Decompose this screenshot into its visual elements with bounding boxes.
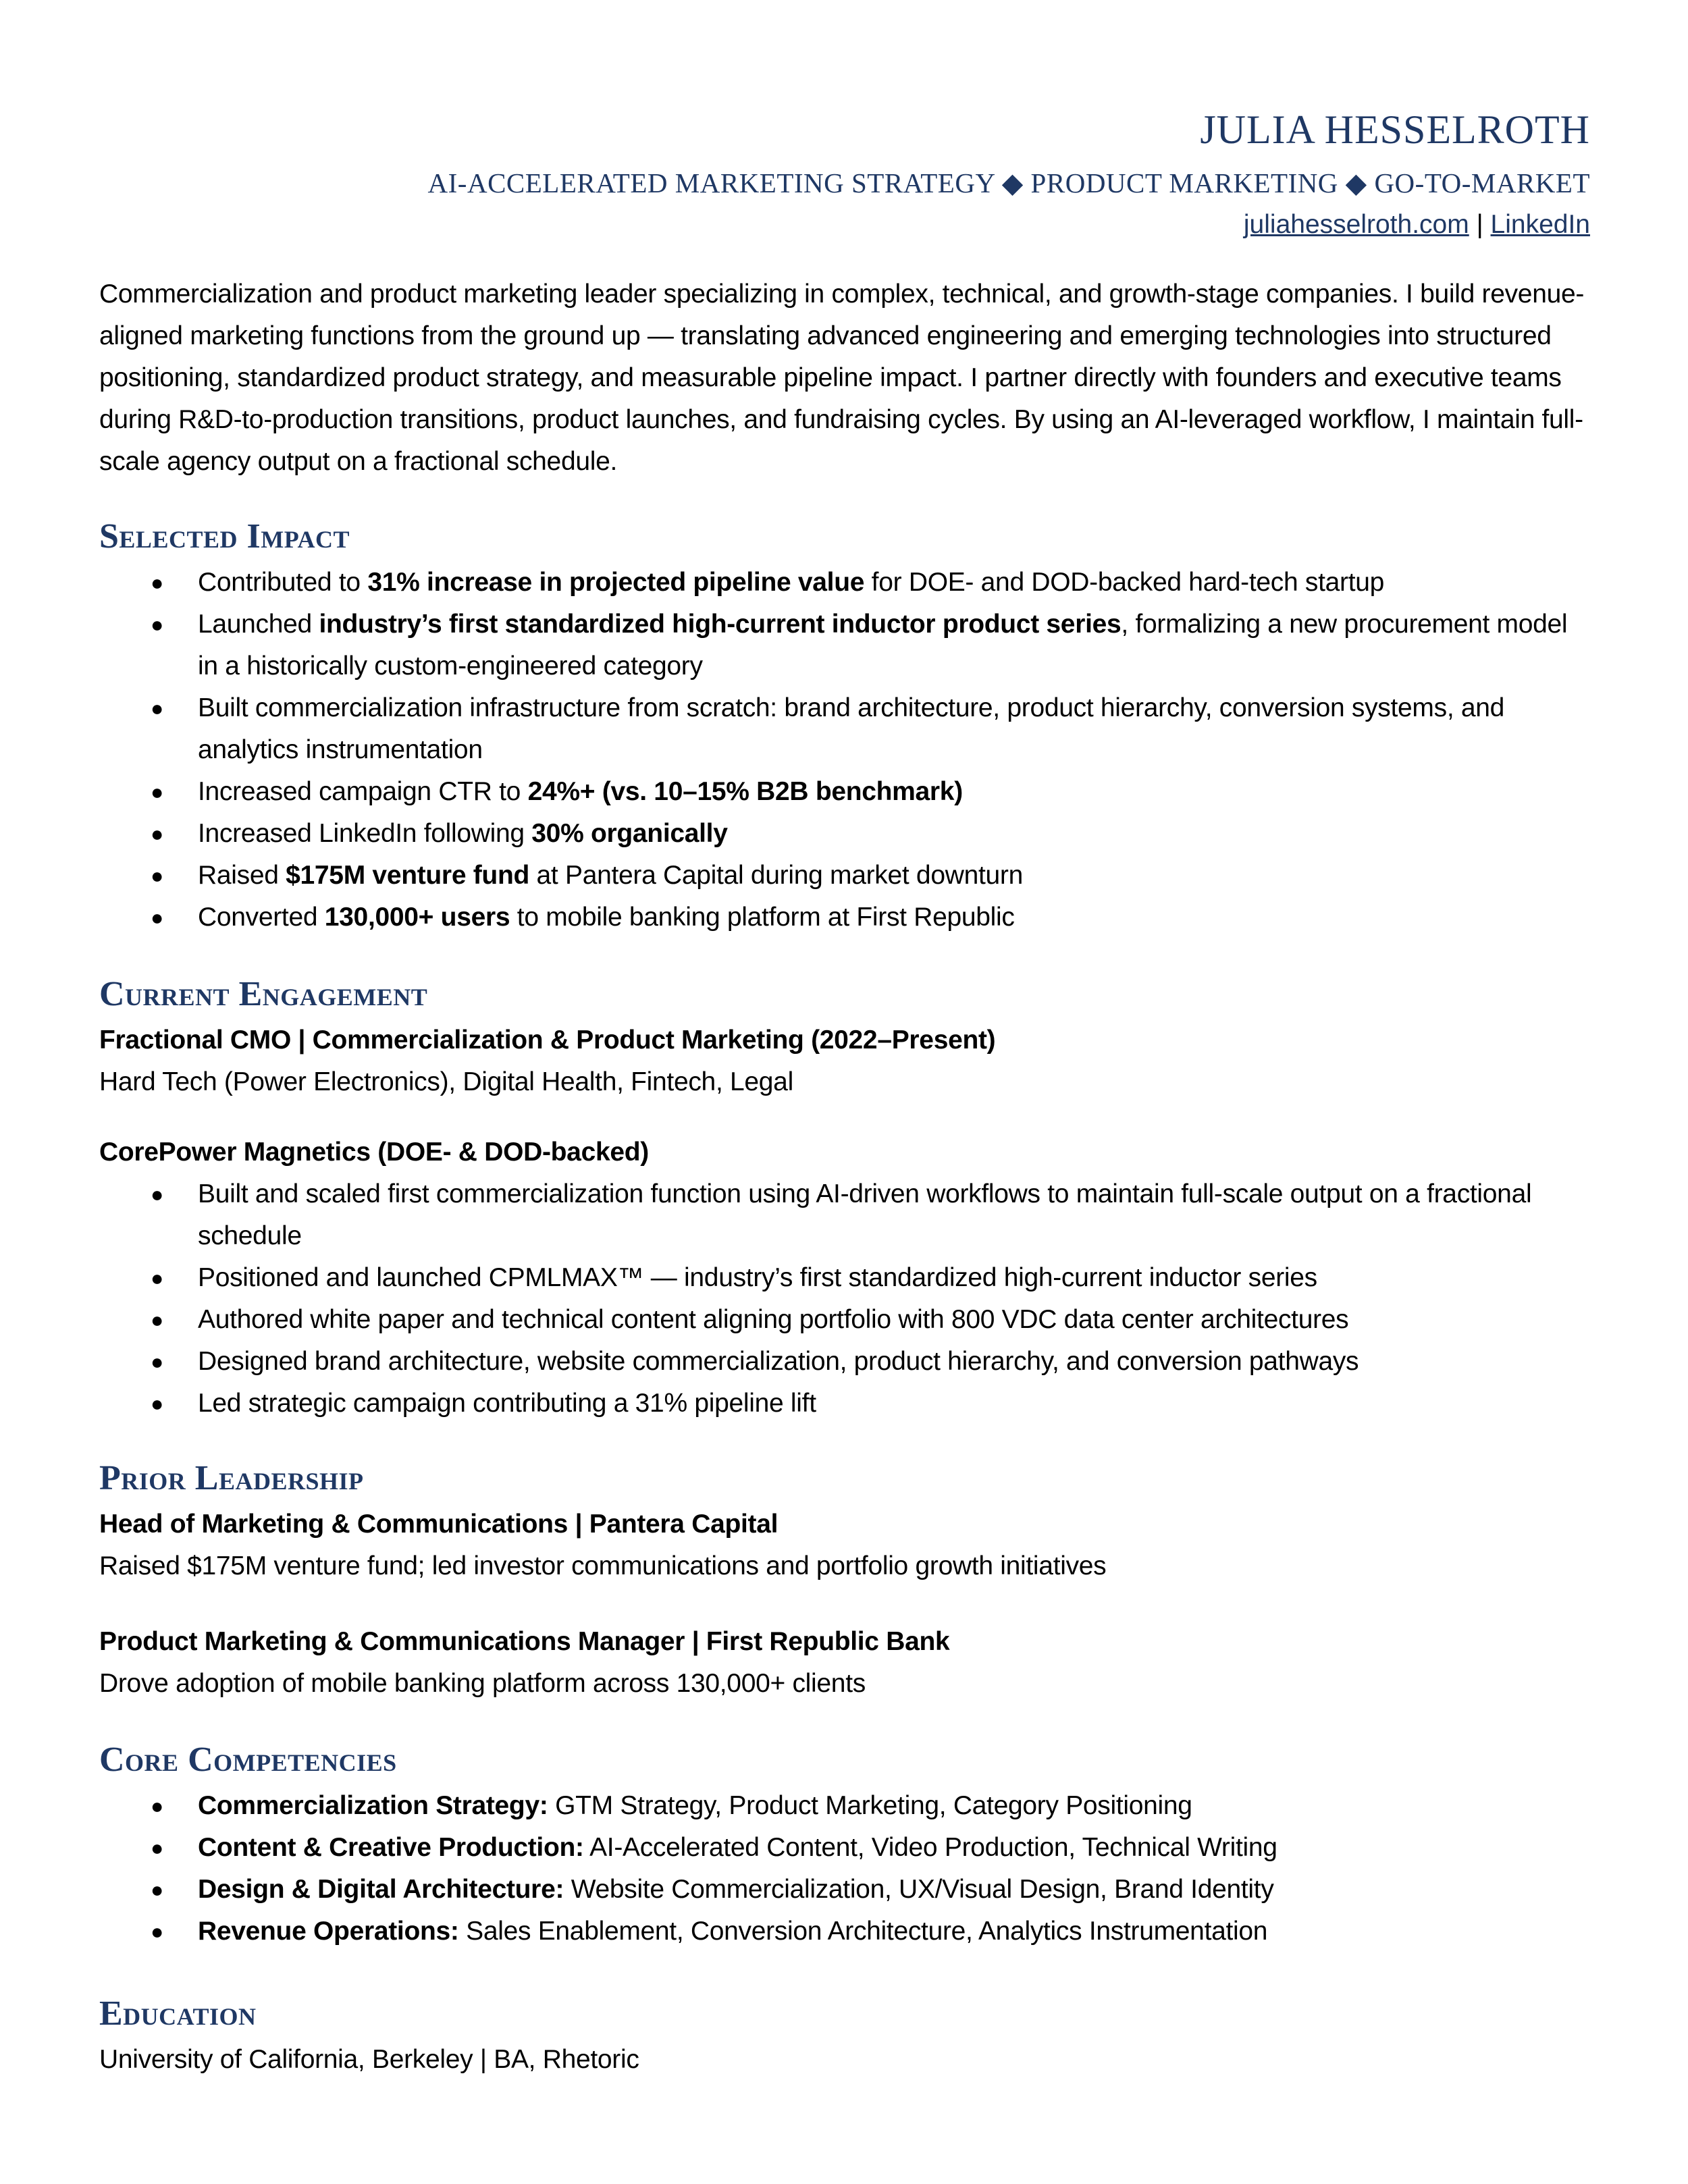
impact-text: Built commercialization infrastructure from scratch: brand architecture, product hierarchy, conversion systems, and analytics instrumentation — [198, 693, 1505, 764]
tagline: AI-ACCELERATED MARKETING STRATEGY ◆ PRODUCT MARKETING ◆ GO-TO-MARKET — [427, 167, 1590, 198]
section-heading: Selected Impact — [99, 517, 350, 556]
link-separator: | — [1476, 210, 1483, 239]
list-item — [99, 1827, 1590, 1869]
impact-highlight: 130,000+ users — [324, 903, 510, 932]
engagement-text: Led strategic campaign contributing a 31% pipeline lift — [198, 1389, 816, 1418]
list-item — [99, 1257, 1590, 1299]
section-heading: Education — [99, 1994, 257, 2033]
client-name: CorePower Magnetics (DOE- & DOD-backed) — [99, 1138, 649, 1167]
section-current-engagement — [99, 974, 1590, 1424]
section-heading: Prior Leadership — [99, 1459, 364, 1497]
linkedin-link[interactable]: LinkedIn — [1490, 210, 1590, 239]
bullet-icon: ● — [151, 696, 164, 720]
section-heading: Core Competencies — [99, 1740, 397, 1779]
list-item — [99, 1785, 1590, 1827]
competencies-list — [99, 1785, 1590, 1952]
competency-label: Revenue Operations: — [198, 1917, 459, 1946]
impact-text: at Pantera Capital during market downturn — [529, 861, 1023, 890]
competency-label: Content & Creative Production: — [198, 1833, 584, 1862]
role-description: Drove adoption of mobile banking platform across 130,000+ clients — [99, 1669, 866, 1698]
impact-highlight: industry’s first standardized high-current inductor product series — [319, 610, 1122, 639]
bullet-icon: ● — [151, 780, 164, 804]
competency-label: Commercialization Strategy: — [198, 1791, 548, 1820]
role-title: Fractional CMO | Commercialization & Product Marketing (2022–Present) — [99, 1026, 996, 1055]
industries: Hard Tech (Power Electronics), Digital Health, Fintech, Legal — [99, 1067, 793, 1096]
competency-text: Website Commercialization, UX/Visual Design, Brand Identity — [564, 1875, 1274, 1904]
impact-text: Increased campaign CTR to — [198, 777, 528, 806]
website-link[interactable]: juliahesselroth.com — [1243, 210, 1469, 239]
impact-text: to mobile banking platform at First Republic — [510, 903, 1015, 932]
engagement-list — [99, 1173, 1590, 1424]
impact-highlight: 24%+ (vs. 10–15% B2B benchmark) — [527, 777, 963, 806]
impact-text: Converted — [198, 903, 325, 932]
role-title: Head of Marketing & Communications | Pantera Capital — [99, 1510, 779, 1539]
competency-text: AI-Accelerated Content, Video Production, Technical Writing — [583, 1833, 1277, 1862]
bullet-icon: ● — [151, 570, 164, 595]
role-title: Product Marketing & Communications Manager | First Republic Bank — [99, 1627, 950, 1656]
bullet-icon: ● — [151, 1266, 164, 1290]
section-education — [99, 1993, 1590, 2081]
list-item — [99, 1869, 1590, 1911]
bullet-icon: ● — [151, 1391, 164, 1416]
impact-highlight: 30% organically — [531, 819, 728, 848]
bullet-icon: ● — [151, 1350, 164, 1374]
bullet-icon: ● — [151, 1836, 164, 1860]
section-prior-leadership — [99, 1458, 1590, 1705]
bullet-icon: ● — [151, 1877, 164, 1902]
bullet-icon: ● — [151, 1182, 164, 1206]
bullet-icon: ● — [151, 905, 164, 930]
impact-text: Contributed to — [198, 568, 368, 597]
bullet-icon: ● — [151, 1308, 164, 1332]
competency-label: Design & Digital Architecture: — [198, 1875, 564, 1904]
candidate-name: JULIA HESSELROTH — [1200, 107, 1590, 152]
impact-text: , formalizing a new procurement model in a historically custom-engineered category — [198, 610, 1568, 681]
bullet-icon: ● — [151, 863, 164, 888]
engagement-text: Authored white paper and technical content aligning portfolio with 800 VDC data center architectures — [198, 1305, 1349, 1334]
list-item — [99, 1299, 1590, 1341]
section-heading: Current Engagement — [99, 975, 428, 1013]
impact-text: Raised — [198, 861, 286, 890]
list-item — [99, 1383, 1590, 1424]
engagement-text: Designed brand architecture, website commercialization, product hierarchy, and conversion pathways — [198, 1347, 1359, 1376]
list-item — [99, 855, 1590, 897]
bullet-icon: ● — [151, 1919, 164, 1944]
section-core-competencies — [99, 1739, 1590, 1952]
contact-links — [99, 204, 1590, 246]
competency-text: GTM Strategy, Product Marketing, Category Positioning — [548, 1791, 1192, 1820]
list-item — [99, 771, 1590, 813]
bullet-icon: ● — [151, 1794, 164, 1818]
impact-text: for DOE- and DOD-backed hard-tech startup — [864, 568, 1385, 597]
role-description: Raised $175M venture fund; led investor communications and portfolio growth initiatives — [99, 1551, 1107, 1580]
impact-text: Launched — [198, 610, 319, 639]
list-item — [99, 687, 1590, 771]
list-item — [99, 1341, 1590, 1383]
summary: Commercialization and product marketing leader specializing in complex, technical, and growth-stage companies. I build revenue-aligned marketing functions from the ground up — translating advanced engineering and emerging technologies into structured positioning, standardized product strategy, and measurable pipeline impact. I partner directly with founders and executive teams during R&D-to-production transitions, product launches, and fundraising cycles. By using an AI-leveraged workflow, I maintain full-scale agency output on a fractional schedule. — [99, 279, 1585, 476]
list-item — [99, 562, 1590, 604]
bullet-icon: ● — [151, 822, 164, 846]
impact-text: Increased LinkedIn following — [198, 819, 532, 848]
impact-highlight: 31% increase in projected pipeline value — [367, 568, 865, 597]
list-item — [99, 1911, 1590, 1952]
education-entry: University of California, Berkeley | BA, Rhetoric — [99, 2045, 639, 2074]
section-selected-impact — [99, 516, 1590, 938]
engagement-text: Positioned and launched CPMLMAX™ — industry’s first standardized high-current inductor series — [198, 1263, 1317, 1292]
list-item — [99, 1173, 1590, 1257]
engagement-text: Built and scaled first commercialization function using AI-driven workflows to maintain full-scale output on a fractional schedule — [198, 1179, 1532, 1250]
list-item — [99, 813, 1590, 855]
list-item — [99, 897, 1590, 938]
list-item — [99, 604, 1590, 687]
impact-list — [99, 562, 1590, 938]
impact-highlight: $175M venture fund — [286, 861, 529, 890]
bullet-icon: ● — [151, 612, 164, 637]
competency-text: Sales Enablement, Conversion Architecture, Analytics Instrumentation — [458, 1917, 1268, 1946]
